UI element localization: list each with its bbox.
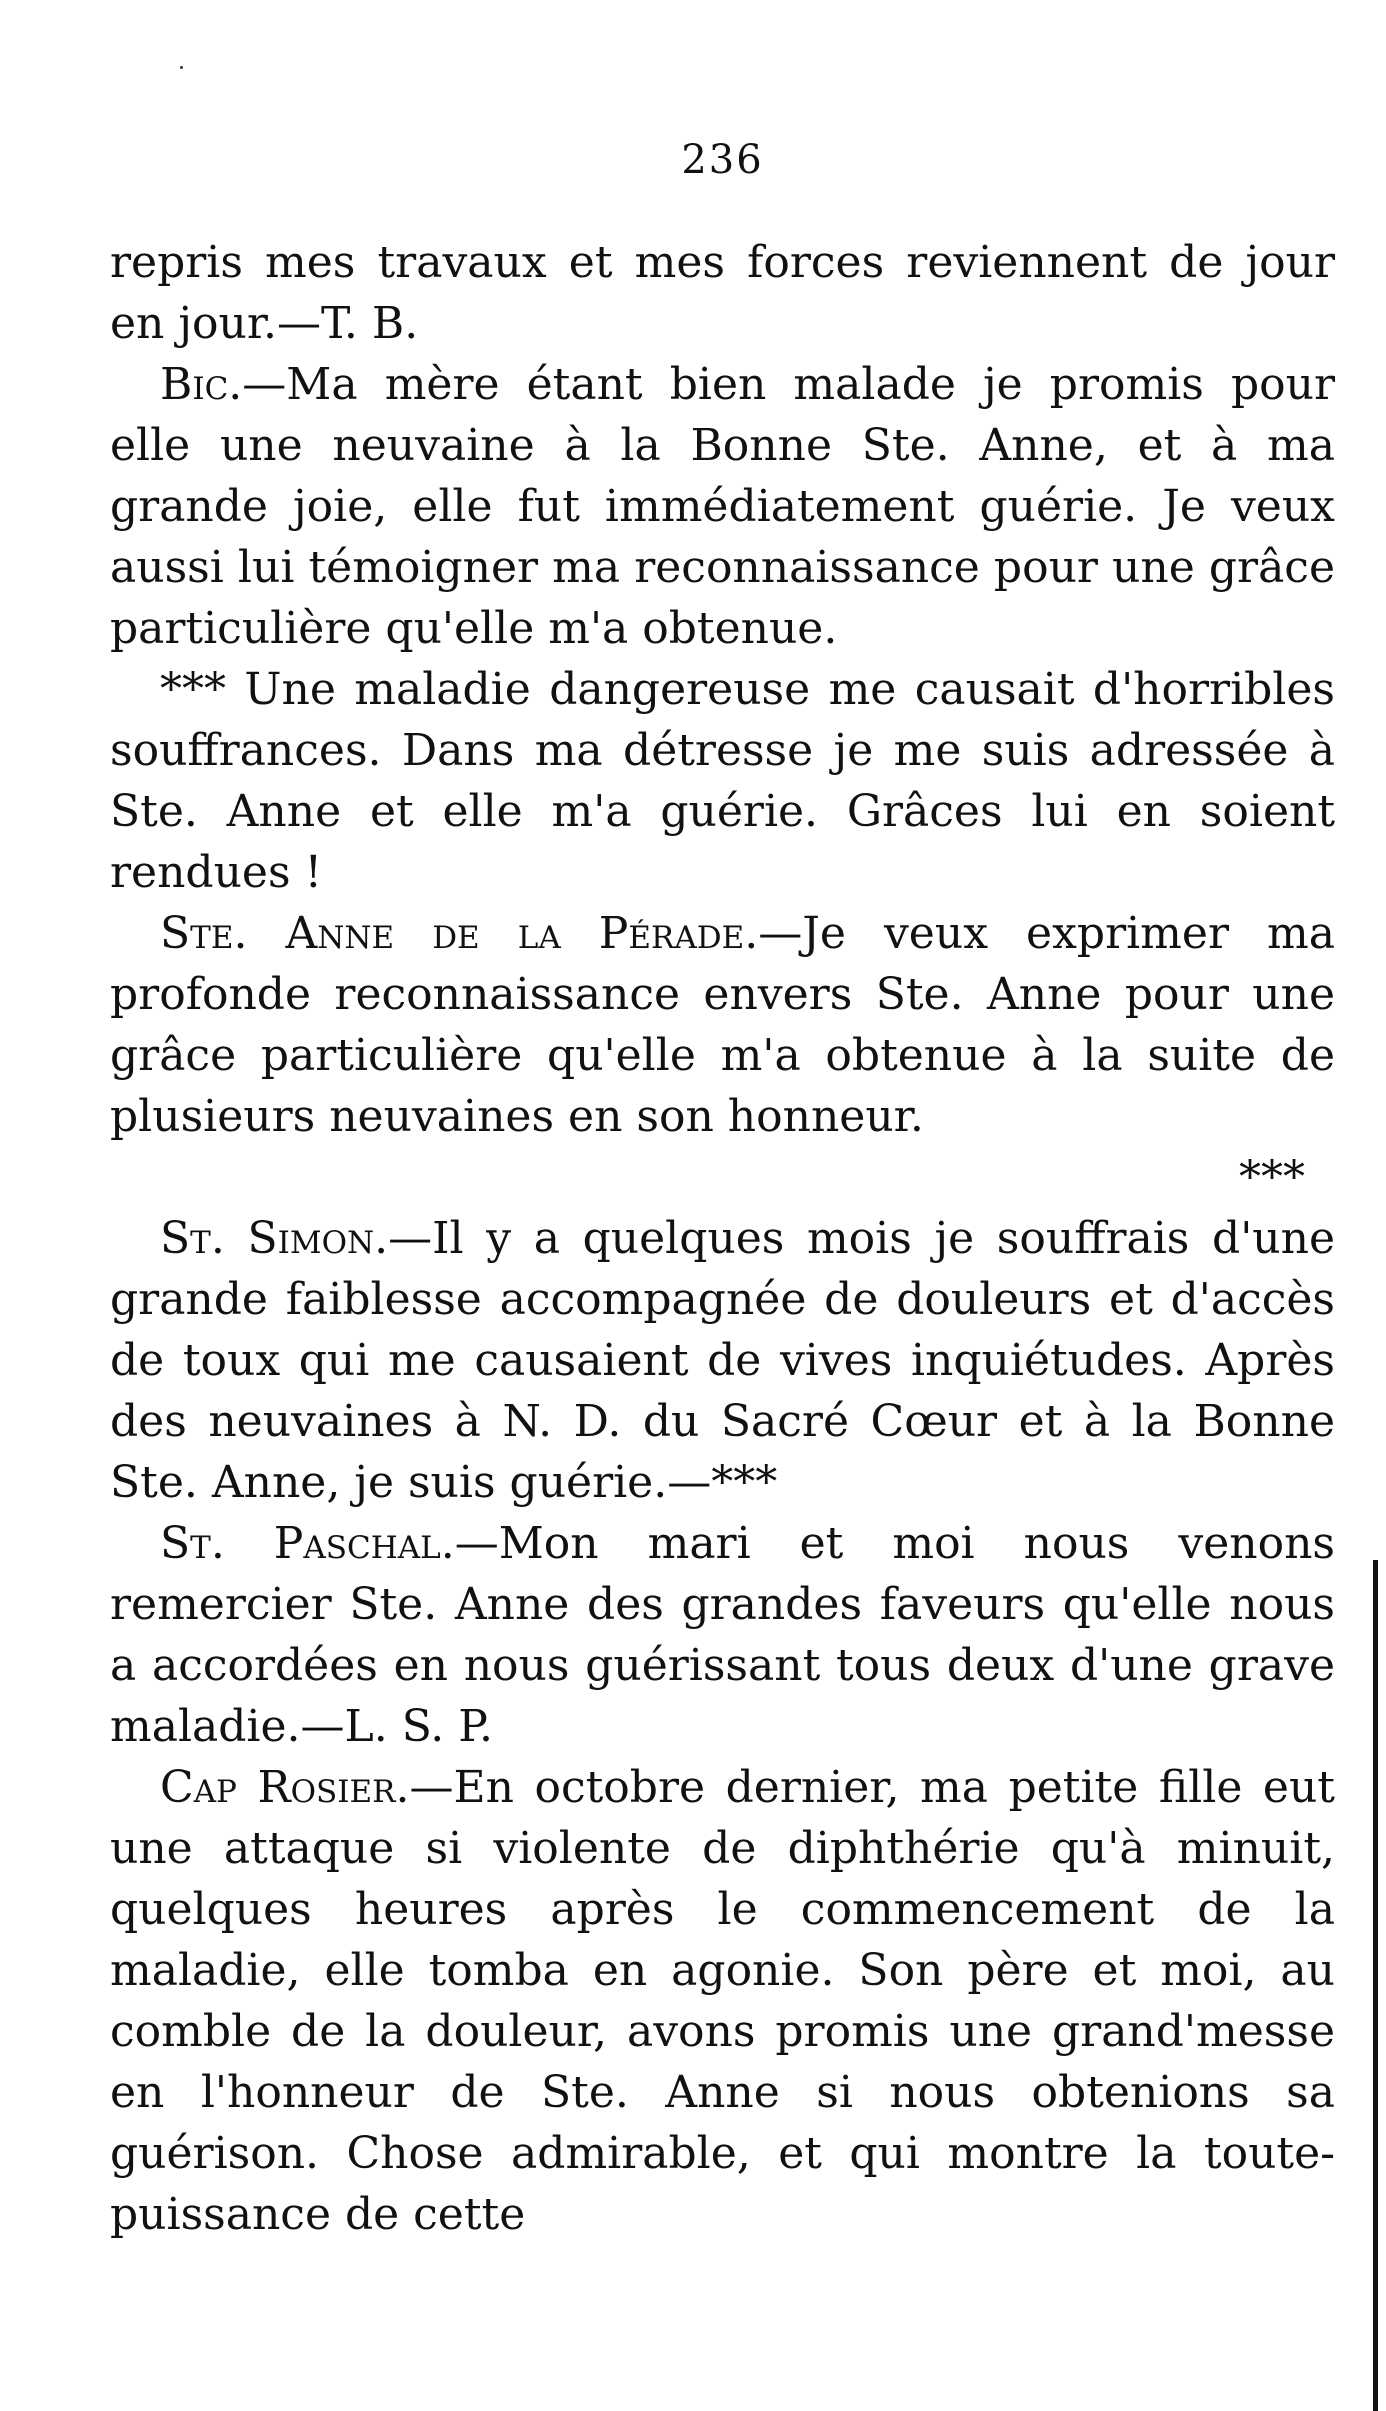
paragraph-text: repris mes travaux et mes forces reviennent de jour en jour.—T. B. — [110, 237, 1335, 349]
place-name: Ste. Anne de la Pérade. — [160, 908, 759, 959]
paragraph-continuation — [110, 232, 1335, 354]
paragraph-text: —Je veux exprimer ma profonde reconnaissance envers Ste. Anne pour une grâce particulière qu'elle m'a obtenue à la suite de plusieurs neuvaines en son honneur. — [110, 908, 1335, 1142]
paragraph-ste-anne-de-la-perade — [110, 903, 1335, 1147]
place-name: Cap Rosier. — [160, 1762, 410, 1813]
paragraph-text: —Ma mère étant bien malade je promis pour elle une neuvaine à la Bonne Ste. Anne, et à ma grande joie, elle fut immédiatement guérie. Je veux aussi lui témoigner ma reconnaissance pour une grâce particulière qu'elle m'a obtenue. — [110, 359, 1335, 654]
paragraph-anonymous — [110, 659, 1335, 903]
page-body — [110, 137, 1335, 2245]
place-name: Bic. — [160, 359, 243, 410]
paragraph-cap-rosier — [110, 1757, 1335, 2245]
paragraph-bic — [110, 354, 1335, 659]
place-name: St. Simon. — [160, 1213, 389, 1264]
paragraph-text: —Il y a quelques mois je souffrais d'une grande faiblesse accompagnée de douleurs et d'accès de toux qui me causaient de vives inquiétudes. Après des neuvaines à N. D. du Sacré Cœur et à la Bonne Ste. Anne, je suis guérie.—*** — [110, 1213, 1335, 1508]
scan-speck — [180, 66, 183, 69]
paragraph-st-paschal — [110, 1513, 1335, 1757]
place-name: St. Paschal. — [160, 1518, 455, 1569]
paragraph-text: —En octobre dernier, ma petite fille eut une attaque si violente de diphthérie qu'à minuit, quelques heures après le commencement de la maladie, elle tomba en agonie. Son père et moi, au comble de la douleur, avons promis une grand'messe en l'honneur de Ste. Anne si nous obtenions sa guérison. Chose admirable, et qui montre la toute-puissance de cette — [110, 1762, 1335, 2240]
paragraph-st-simon — [110, 1208, 1335, 1513]
paragraph-text: —Mon mari et moi nous venons remercier Ste. Anne des grandes faveurs qu'elle nous a accordées en nous guérissant tous deux d'une grave maladie.—L. S. P. — [110, 1518, 1335, 1752]
paragraph-text: *** Une maladie dangereuse me causait d'horribles souffrances. Dans ma détresse je me suis adressée à Ste. Anne et elle m'a guérie. Grâces lui en soient rendues ! — [110, 664, 1335, 898]
signature-stars: *** — [1239, 1152, 1305, 1203]
page-number: 236 — [681, 137, 764, 183]
scan-edge-line — [1373, 1560, 1378, 2411]
